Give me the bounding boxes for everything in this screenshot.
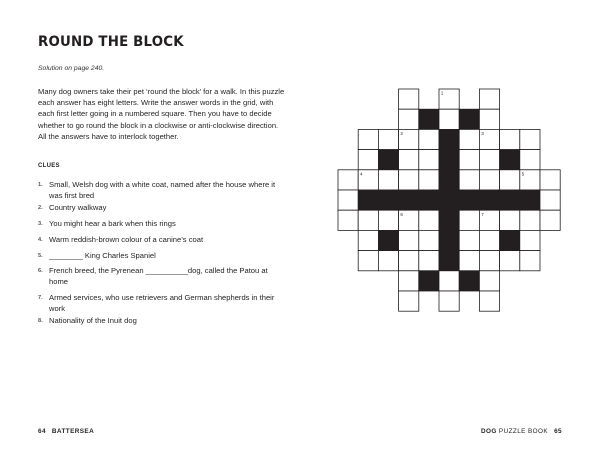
grid-clue-number: 6: [400, 211, 403, 217]
grid-answer-cell[interactable]: [419, 129, 439, 149]
grid-answer-cell[interactable]: [520, 251, 540, 271]
grid-block-cell: [358, 190, 378, 210]
grid-answer-cell[interactable]: [399, 89, 419, 109]
clue-text: Armed services, who use retrievers and German shepherds in their work: [49, 293, 275, 314]
grid-answer-cell[interactable]: [419, 170, 439, 190]
clue-text: You might hear a bark when this rings: [49, 219, 176, 228]
grid-answer-cell[interactable]: [399, 251, 419, 271]
grid-answer-cell[interactable]: [439, 271, 459, 291]
grid-block-cell: [439, 210, 459, 230]
clue-number: 4.: [38, 236, 43, 243]
clue-text: ________ King Charles Spaniel: [49, 251, 156, 260]
clue-text: Small, Welsh dog with a white coat, named after the house where it was first bred: [49, 180, 276, 201]
grid-answer-cell[interactable]: [459, 170, 479, 190]
grid-block-cell: [439, 150, 459, 170]
footer-left: [38, 428, 94, 435]
clue-number: 5.: [38, 252, 43, 259]
clue-number: 1.: [38, 181, 43, 188]
grid-answer-cell[interactable]: [459, 129, 479, 149]
grid-answer-cell[interactable]: [419, 230, 439, 250]
grid-answer-cell[interactable]: [459, 210, 479, 230]
grid-block-cell: [439, 190, 459, 210]
grid-block-cell: [459, 271, 479, 291]
grid-clue-number: 7: [481, 211, 484, 217]
grid-clue-number: 2: [400, 131, 403, 136]
grid-block-cell: [419, 190, 439, 210]
clue-number: 8.: [38, 317, 43, 324]
grid-answer-cell[interactable]: [358, 150, 378, 170]
grid-clue-number: 3: [481, 131, 484, 136]
clue-number: 7.: [38, 294, 43, 301]
clue-number: 2.: [38, 204, 43, 211]
grid-answer-cell[interactable]: [459, 150, 479, 170]
grid-clue-number: 8: [440, 252, 444, 258]
grid-answer-cell[interactable]: [399, 291, 419, 311]
grid-block-cell: [500, 150, 520, 170]
grid-answer-cell[interactable]: [500, 210, 520, 230]
grid-answer-cell[interactable]: [540, 170, 560, 190]
grid-answer-cell[interactable]: [479, 109, 499, 129]
grid-answer-cell[interactable]: [479, 89, 499, 109]
page-title: ROUND THE BLOCK: [38, 34, 184, 50]
grid-answer-cell[interactable]: [419, 251, 439, 271]
clue-number: 3.: [38, 220, 43, 227]
grid-answer-cell[interactable]: [520, 210, 540, 230]
grid-answer-cell[interactable]: [479, 251, 499, 271]
grid-block-cell: [439, 170, 459, 190]
grid-answer-cell[interactable]: [399, 150, 419, 170]
grid-answer-cell[interactable]: [399, 230, 419, 250]
grid-answer-cell[interactable]: [378, 129, 398, 149]
clue-text: Country walkway: [49, 203, 107, 212]
grid-block-cell: [479, 190, 499, 210]
grid-block-cell: [419, 109, 439, 129]
grid-answer-cell[interactable]: [358, 210, 378, 230]
grid-answer-cell[interactable]: [479, 230, 499, 250]
grid-answer-cell[interactable]: [500, 129, 520, 149]
grid-answer-cell[interactable]: [338, 210, 358, 230]
clues-heading: CLUES: [38, 163, 60, 169]
grid-answer-cell[interactable]: [479, 170, 499, 190]
grid-answer-cell[interactable]: [419, 150, 439, 170]
grid-answer-cell[interactable]: [520, 150, 540, 170]
grid-block-cell: [378, 190, 398, 210]
grid-answer-cell[interactable]: [358, 230, 378, 250]
grid-answer-cell[interactable]: [419, 210, 439, 230]
grid-block-cell: [378, 150, 398, 170]
grid-answer-cell[interactable]: [338, 170, 358, 190]
grid-answer-cell[interactable]: [439, 291, 459, 311]
footer-right: [481, 428, 562, 435]
grid-block-cell: [439, 230, 459, 250]
grid-answer-cell[interactable]: [459, 230, 479, 250]
clue-number: 6.: [38, 267, 43, 274]
page-number-right: 65: [554, 428, 562, 435]
grid-answer-cell[interactable]: [399, 170, 419, 190]
grid-answer-cell[interactable]: [358, 129, 378, 149]
grid-clue-number: 5: [521, 171, 525, 177]
grid-clue-number: 1: [440, 90, 444, 96]
grid-block-cell: [439, 129, 459, 149]
grid-block-cell: [500, 190, 520, 210]
clue-text: French breed, the Pyrenean __________dog, called the Patou at home: [49, 266, 268, 287]
grid-answer-cell[interactable]: [338, 190, 358, 210]
grid-clue-number: 4: [360, 171, 363, 177]
footer-book-title-1: DOG: [480, 428, 497, 435]
grid-answer-cell[interactable]: [479, 150, 499, 170]
grid-block-cell: [419, 271, 439, 291]
clue-text: Warm reddish-brown colour of a canine’s coat: [49, 235, 204, 244]
grid-answer-cell[interactable]: [399, 271, 419, 291]
grid-answer-cell[interactable]: [378, 170, 398, 190]
footer-brand: BATTERSEA: [51, 428, 95, 435]
grid-answer-cell[interactable]: [479, 271, 499, 291]
grid-answer-cell[interactable]: [500, 251, 520, 271]
grid-block-cell: [520, 190, 540, 210]
footer-book-title-2: PUZZLE BOOK: [498, 428, 549, 435]
grid-answer-cell[interactable]: [520, 129, 540, 149]
grid-answer-cell[interactable]: [378, 251, 398, 271]
grid-block-cell: [378, 230, 398, 250]
grid-answer-cell[interactable]: [439, 109, 459, 129]
grid-answer-cell[interactable]: [479, 291, 499, 311]
clue-text: Nationality of the Inuit dog: [49, 316, 137, 325]
grid-answer-cell[interactable]: [399, 109, 419, 129]
grid-block-cell: [459, 109, 479, 129]
solution-note: Solution on page 240.: [38, 65, 105, 72]
grid-answer-cell[interactable]: [500, 170, 520, 190]
grid-block-cell: [459, 190, 479, 210]
grid-block-cell: [500, 230, 520, 250]
page-number-left: 64: [38, 428, 46, 435]
grid-answer-cell[interactable]: [378, 210, 398, 230]
grid-answer-cell[interactable]: [459, 251, 479, 271]
intro-paragraph: Many dog owners take their pet ‘round the block’ for a walk. In this puzzle each answer has eight letters. Write the answer words in the grid, with each first letter going in a numbered square. Then you have to decide whether to go round the block in a clockwise or anti-clockwise direction. All the answers have to interlock together.: [38, 87, 285, 141]
grid-block-cell: [399, 190, 419, 210]
grid-answer-cell[interactable]: [358, 251, 378, 271]
grid-answer-cell[interactable]: [540, 210, 560, 230]
grid-answer-cell[interactable]: [540, 190, 560, 210]
grid-answer-cell[interactable]: [520, 230, 540, 250]
